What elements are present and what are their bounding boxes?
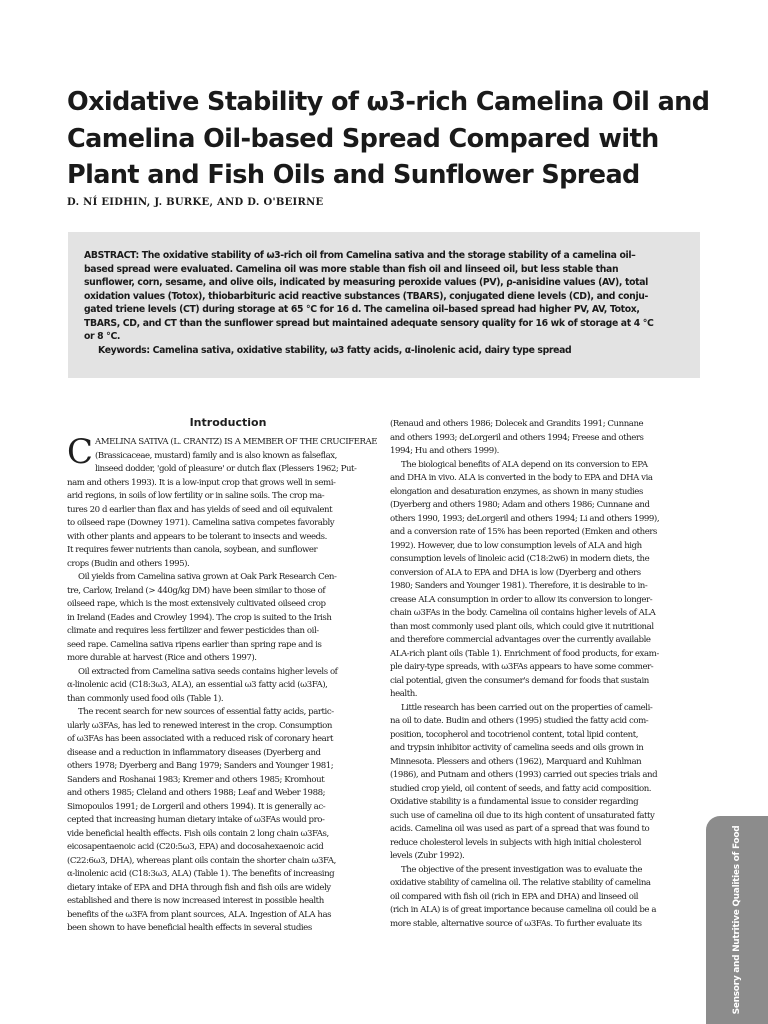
body-text-line: ularly ω3FAs, has led to renewed interest in the crop. Consumption (67, 720, 332, 731)
article-title (67, 84, 710, 194)
body-text-line: reduce cholesterol levels in subjects with high initial cholesterol (390, 837, 642, 848)
body-text-line: Oxidative stability is a fundamental issue to consider regarding (390, 797, 639, 807)
body-text-line: 1994; Hu and others 1999). (390, 446, 499, 456)
body-text-line: and others 1993; deLorgeril and others 1994; Freese and others (390, 432, 644, 443)
body-text-line: benefits of the ω3FA from plant sources, ALA. Ingestion of ALA has (67, 909, 332, 920)
body-text-line: than commonly used food oils (Table 1). (67, 693, 224, 704)
abstract-box (68, 232, 700, 378)
body-text-line: than most commonly used plant oils, which could give it nutritional (390, 621, 654, 632)
body-text-line: others 1990, 1993; deLorgeril and others 1994; Li and others 1999), (390, 513, 660, 524)
body-text-line: acids. Camelina oil was used as part of a spread that was found to (390, 824, 650, 834)
body-text-line: and others 1985; Cleland and others 1988; Leaf and Weber 1988; (67, 788, 326, 798)
journal-section-tab (706, 816, 768, 1024)
body-text-line: dietary intake of EPA and DHA through fish and fish oils are widely (67, 882, 331, 893)
body-text-line: (C22:6ω3, DHA), whereas plant oils contain the shorter chain ω3FA, (67, 855, 336, 866)
body-text-line: to oilseed rape (Downey 1971). Camelina sativa competes favorably (67, 518, 335, 528)
body-text-line: 1980; Sanders and Younger 1981). Therefore, it is desirable to in- (390, 581, 648, 591)
body-text-line: Oil extracted from Camelina sativa seeds contains higher levels of (78, 666, 338, 677)
body-text-line: and a conversion rate of 15% has been reported (Emken and others (390, 527, 658, 537)
body-text-line: health. (390, 689, 418, 699)
body-text-line: AMELINA SATIVA (L. CRANTZ) IS A MEMBER OF THE CRUCIFERAE (95, 437, 378, 447)
body-text-line: eicosapentaenoic acid (C20:5ω3, EPA) and docosahexaenoic acid (67, 842, 324, 852)
body-text-line: Sanders and Roshanai 1983; Kremer and others 1985; Kromhout (67, 774, 325, 785)
abstract-line: oxidation values (Totox), thiobarbituric acid reactive substances (TBARS), conjugated diene levels (CD), and conju- (84, 290, 649, 302)
section-heading-introduction: Introduction (189, 416, 267, 429)
body-text-line: and therefore commercial advantages over the currently available (390, 635, 651, 645)
body-text-line: seed rape. Camelina sativa ripens earlier than spring rape and is (67, 639, 322, 650)
body-text-line: arid regions, in soils of low fertility or in saline soils. The crop ma- (67, 491, 325, 501)
title-line: Oxidative Stability of ω3-rich Camelina Oil and (67, 87, 710, 117)
body-text-line: chain ω3FAs in the body. Camelina oil contains higher levels of ALA (390, 608, 656, 618)
body-text-line: such use of camelina oil due to its high content of unsaturated fatty (390, 810, 655, 821)
body-text-line: (Brassicaceae, mustard) family and is also known as falseflax, (95, 450, 337, 461)
body-text-line: of ω3FAs has been associated with a reduced risk of coronary heart (67, 734, 333, 744)
body-text-line: oilseed rape, which is the most extensively cultivated oilseed crop (67, 599, 326, 609)
body-text-line: studied crop yield, oil content of seeds, and fatty acid composition. (390, 783, 652, 794)
body-text-line: Oil yields from Camelina sativa grown at Oak Park Research Cen- (78, 572, 337, 582)
body-text-line: climate and requires less fertilizer and fewer pesticides than oil- (67, 626, 319, 636)
body-text-line: crops (Budin and others 1995). (67, 558, 190, 569)
body-text-line: and DHA in vivo. ALA is converted in the body to EPA and DHA via (390, 473, 653, 483)
body-text-line: 1992). However, due to low consumption levels of ALA and high (390, 540, 642, 551)
body-text-line: Simopoulos 1991; de Lorgeril and others 1994). It is generally ac- (67, 801, 326, 812)
body-text-line: Minnesota. Plessers and others (1962), Marquard and Kuhlman (390, 756, 642, 767)
body-text-line: more durable at harvest (Rice and others 1997). (67, 653, 257, 663)
abstract-line: ABSTRACT: The oxidative stability of ω3-rich oil from Camelina sativa and the storage stability of a camelina oil– (84, 250, 636, 261)
body-text-line: The recent search for new sources of essential fatty acids, partic- (78, 707, 334, 717)
keywords: Keywords: Camelina sativa, oxidative stability, ω3 fatty acids, α-linolenic acid, dairy type spread (98, 344, 572, 356)
drop-cap: C (67, 432, 94, 472)
body-text-line: established and there is now increased interest in possible health (67, 896, 324, 906)
body-text-line: position, tocopherol and tocotrienol content, total lipid content, (390, 729, 639, 740)
body-text-line: It requires fewer nutrients than canola, soybean, and sunflower (67, 545, 318, 555)
body-text-line: been shown to have beneficial health effects in several studies (67, 923, 312, 933)
body-text-line: tures 20 d earlier than flax and has yields of seed and oil equivalent (67, 504, 333, 515)
body-text-line: (1986), and Putnam and others (1993) carried out species trials and (390, 770, 658, 780)
body-text-line: cial potential, given the consumer's demand for foods that sustain (390, 675, 649, 686)
body-text-line: Little research has been carried out on the properties of cameli- (401, 702, 653, 713)
body-text-line: levels (Zubr 1992). (390, 851, 465, 861)
body-text-line: linseed dodder, 'gold of pleasure' or dutch flax (Plessers 1962; Put- (95, 464, 357, 474)
body-text-line: with other plants and appears to be tolerant to insects and weeds. (67, 531, 327, 542)
body-text-line: The biological benefits of ALA depend on its conversion to EPA (401, 459, 648, 470)
body-text-line: disease and a reduction in inflammatory diseases (Dyerberg and (67, 747, 321, 758)
body-text-line: conversion of ALA to EPA and DHA is low (Dyerberg and others (390, 567, 641, 578)
body-text-line: (rich in ALA) is of great importance because camelina oil could be a (390, 905, 657, 915)
body-text-line: and trypsin inhibitor activity of camelina seeds and oils grown in (390, 743, 644, 753)
abstract-line: TBARS, CD, and CT than the sunflower spread but maintained adequate sensory quality for 16 wk of storage at 4 °C (84, 317, 654, 329)
abstract-line: gated triene levels (CT) during storage at 65 °C for 16 d. The camelina oil–based spread had higher PV, AV, Totox, (84, 304, 640, 315)
abstract-line: sunflower, corn, sesame, and olive oils, indicated by measuring peroxide values (PV), ρ-anisidine values (AV), total (84, 277, 648, 288)
body-text-line: nam and others 1993). It is a low-input crop that grows well in semi- (67, 477, 336, 488)
body-text-line: α-linolenic acid (C18:3ω3, ALA), an essential ω3 fatty acid (ω3FA), (67, 680, 328, 690)
body-text-line: (Renaud and others 1986; Dolecek and Grandits 1991; Cunnane (390, 419, 644, 429)
body-text-line: elongation and desaturation enzymes, as shown in many studies (390, 486, 643, 497)
title-line: Camelina Oil-based Spread Compared with (67, 123, 659, 154)
body-text-line: ple dairy-type spreads, with ω3FAs appears to have some commer- (390, 662, 654, 672)
body-text-line: na oil to date. Budin and others (1995) studied the fatty acid com- (390, 716, 649, 726)
body-text-line: oxidative stability of camelina oil. The relative stability of camelina (390, 878, 651, 888)
abstract-line: or 8 °C. (84, 331, 121, 342)
body-text-line: more stable, alternative source of ω3FAs. To further evaluate its (390, 918, 642, 929)
title-line: Plant and Fish Oils and Sunflower Spread (67, 160, 640, 190)
abstract-line: based spread were evaluated. Camelina oil was more stable than fish oil and linseed oil, but less stable than (84, 263, 619, 275)
body-text-line: tre, Carlow, Ireland (> 440g/kg DM) have been similar to those of (67, 585, 326, 596)
right-column (390, 418, 702, 931)
body-text-line: α-linolenic acid (C18:3ω3, ALA) (Table 1). The benefits of increasing (67, 869, 335, 879)
body-text-line: crease ALA consumption in order to allow its conversion to longer- (390, 594, 653, 605)
body-text-line: cepted that increasing human dietary intake of ω3FAs would pro- (67, 815, 325, 825)
body-text-line: oil compared with fish oil (rich in EPA and DHA) and linseed oil (390, 891, 639, 902)
body-text-line: (Dyerberg and others 1980; Adam and others 1986; Cunnane and (390, 500, 650, 510)
body-text-line: others 1978; Dyerberg and Bang 1979; Sanders and Younger 1981; (67, 761, 334, 771)
body-text-line: vide beneficial health effects. Fish oils contain 2 long chain ω3FAs, (67, 828, 329, 839)
journal-section-label: Sensory and Nutritive Qualities of Food (732, 825, 742, 1015)
body-text-line: in Ireland (Eades and Crowley 1994). The crop is suited to the Irish (67, 612, 332, 623)
body-text-line: consumption levels of linoleic acid (C18:2w6) in modern diets, the (390, 554, 650, 564)
left-column (67, 416, 389, 936)
author-list: D. NÍ EIDHIN, J. BURKE, AND D. O'BEIRNE (67, 197, 324, 208)
body-text-line: The objective of the present investigation was to evaluate the (401, 864, 642, 875)
body-text-line: ALA-rich plant oils (Table 1). Enrichment of food products, for exam- (390, 648, 659, 659)
